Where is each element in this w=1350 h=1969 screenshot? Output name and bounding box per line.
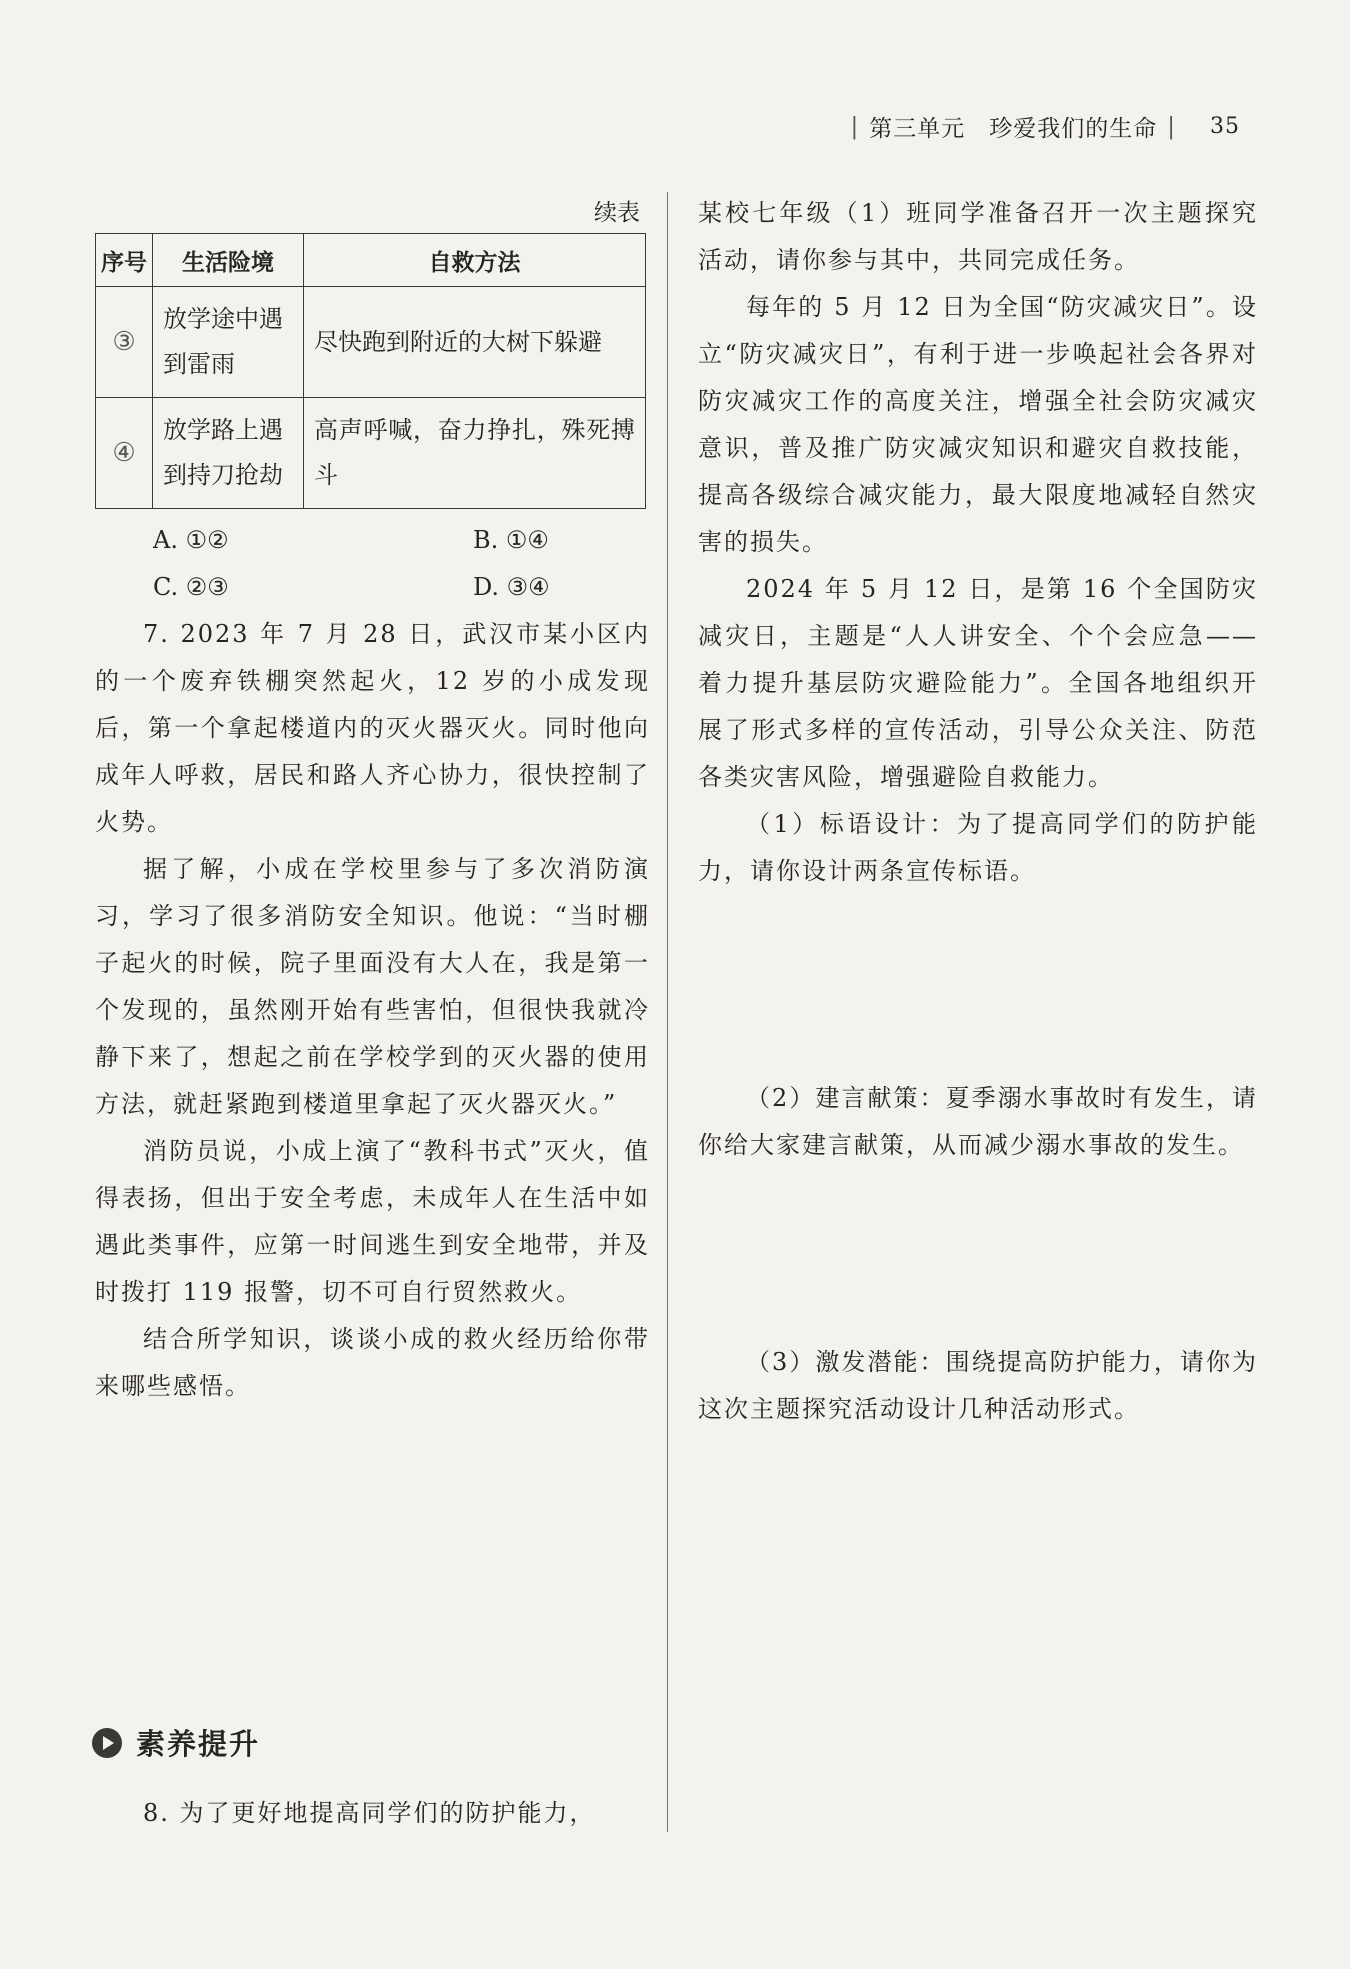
column-divider [667, 192, 668, 1832]
options-row [95, 564, 650, 611]
option-c: C. ②③ [153, 573, 229, 601]
option-d: D. ③④ [473, 573, 550, 601]
task-advice: （2）建言献策：夏季溺水事故时有发生，请你给大家建言献策，从而减少溺水事故的发生。 [698, 1084, 1258, 1159]
left-column [95, 190, 650, 1410]
row-method: 高声呼喊，奋力挣扎，殊死搏斗 [304, 398, 646, 509]
q7-paragraph: 消防员说，小成上演了“教科书式”灭火，值得表扬，但出于安全考虑，未成年人在生活中如遇此类事件，应第一时间逃生到安全地带，并及时拨打 119 报警，切不可自行贸然救火。 [95, 1137, 650, 1306]
context-paragraph: 2024 年 5 月 12 日，是第 16 个全国防灾减灾日，主题是“人人讲安全、个个会应急——着力提升基层防灾避险能力”。全国各地组织开展了形式多样的宣传活动，引导公众关注、防范各类灾害风险，增强避险自救能力。 [698, 575, 1258, 791]
continued-label: 续表 [594, 200, 640, 226]
option-a: A. ①② [153, 526, 229, 554]
answer-space[interactable] [698, 895, 1258, 1075]
row-number: ④ [96, 398, 153, 509]
task-slogan: （1）标语设计：为了提高同学们的防护能力，请你设计两条宣传标语。 [698, 810, 1258, 885]
option-b: B. ①④ [473, 526, 549, 554]
play-circle-icon [92, 1728, 122, 1758]
unit-title: 第三单元 珍爱我们的生命 [869, 116, 1158, 142]
section-heading [92, 1722, 260, 1763]
table-header-row [96, 234, 646, 287]
table-row [96, 398, 646, 509]
table-row [96, 287, 646, 398]
task-activities: （3）激发潜能：围绕提高防护能力，请你为这次主题探究活动设计几种活动形式。 [698, 1348, 1258, 1423]
answer-options [95, 517, 650, 611]
running-header [851, 110, 1241, 143]
q7-question: 结合所学知识，谈谈小成的救火经历给你带来哪些感悟。 [95, 1325, 650, 1400]
row-situation: 放学途中遇到雷雨 [153, 287, 304, 398]
header-situation: 生活险境 [153, 234, 304, 287]
right-column [698, 190, 1258, 1433]
scenario-table [95, 233, 646, 509]
q8-paragraph: 8. 为了更好地提高同学们的防护能力， [143, 1799, 596, 1827]
row-situation: 放学路上遇到持刀抢劫 [153, 398, 304, 509]
answer-space[interactable] [698, 1169, 1258, 1339]
row-number: ③ [96, 287, 153, 398]
row-method: 尽快跑到附近的大树下躲避 [304, 287, 646, 398]
section-title: 素养提升 [136, 1727, 261, 1761]
header-bar-right: | [1167, 113, 1176, 140]
options-row [95, 517, 650, 564]
q8-start [95, 1790, 655, 1837]
header-number: 序号 [96, 234, 153, 287]
header-bar-left: | [850, 113, 860, 140]
header-method: 自救方法 [304, 234, 646, 287]
q8-intro: 某校七年级（1）班同学准备召开一次主题探究活动，请你参与其中，共同完成任务。 [698, 199, 1258, 274]
q7-paragraph: 据了解，小成在学校里参与了多次消防演习，学习了很多消防安全知识。他说：“当时棚子起火的时候，院子里面没有大人在，我是第一个发现的，虽然刚开始有些害怕，但很快我就冷静下来了，想起之前在学校学到的灭火器的使用方法，就赶紧跑到楼道里拿起了灭火器灭火。” [95, 855, 650, 1118]
context-paragraph: 每年的 5 月 12 日为全国“防灾减灾日”。设立“防灾减灾日”，有利于进一步唤起社会各界对防灾减灾工作的高度关注，增强全社会防灾减灾意识，普及推广防灾减灾知识和避灾自救技能，提高各级综合减灾能力，最大限度地减轻自然灾害的损失。 [698, 293, 1258, 556]
q7-paragraph: 7. 2023 年 7 月 28 日，武汉市某小区内的一个废弃铁棚突然起火，12 岁的小成发现后，第一个拿起楼道内的灭火器灭火。同时他向成年人呼救，居民和路人齐心协力，很快控制了火势。 [95, 620, 650, 836]
page-number: 35 [1210, 114, 1240, 139]
